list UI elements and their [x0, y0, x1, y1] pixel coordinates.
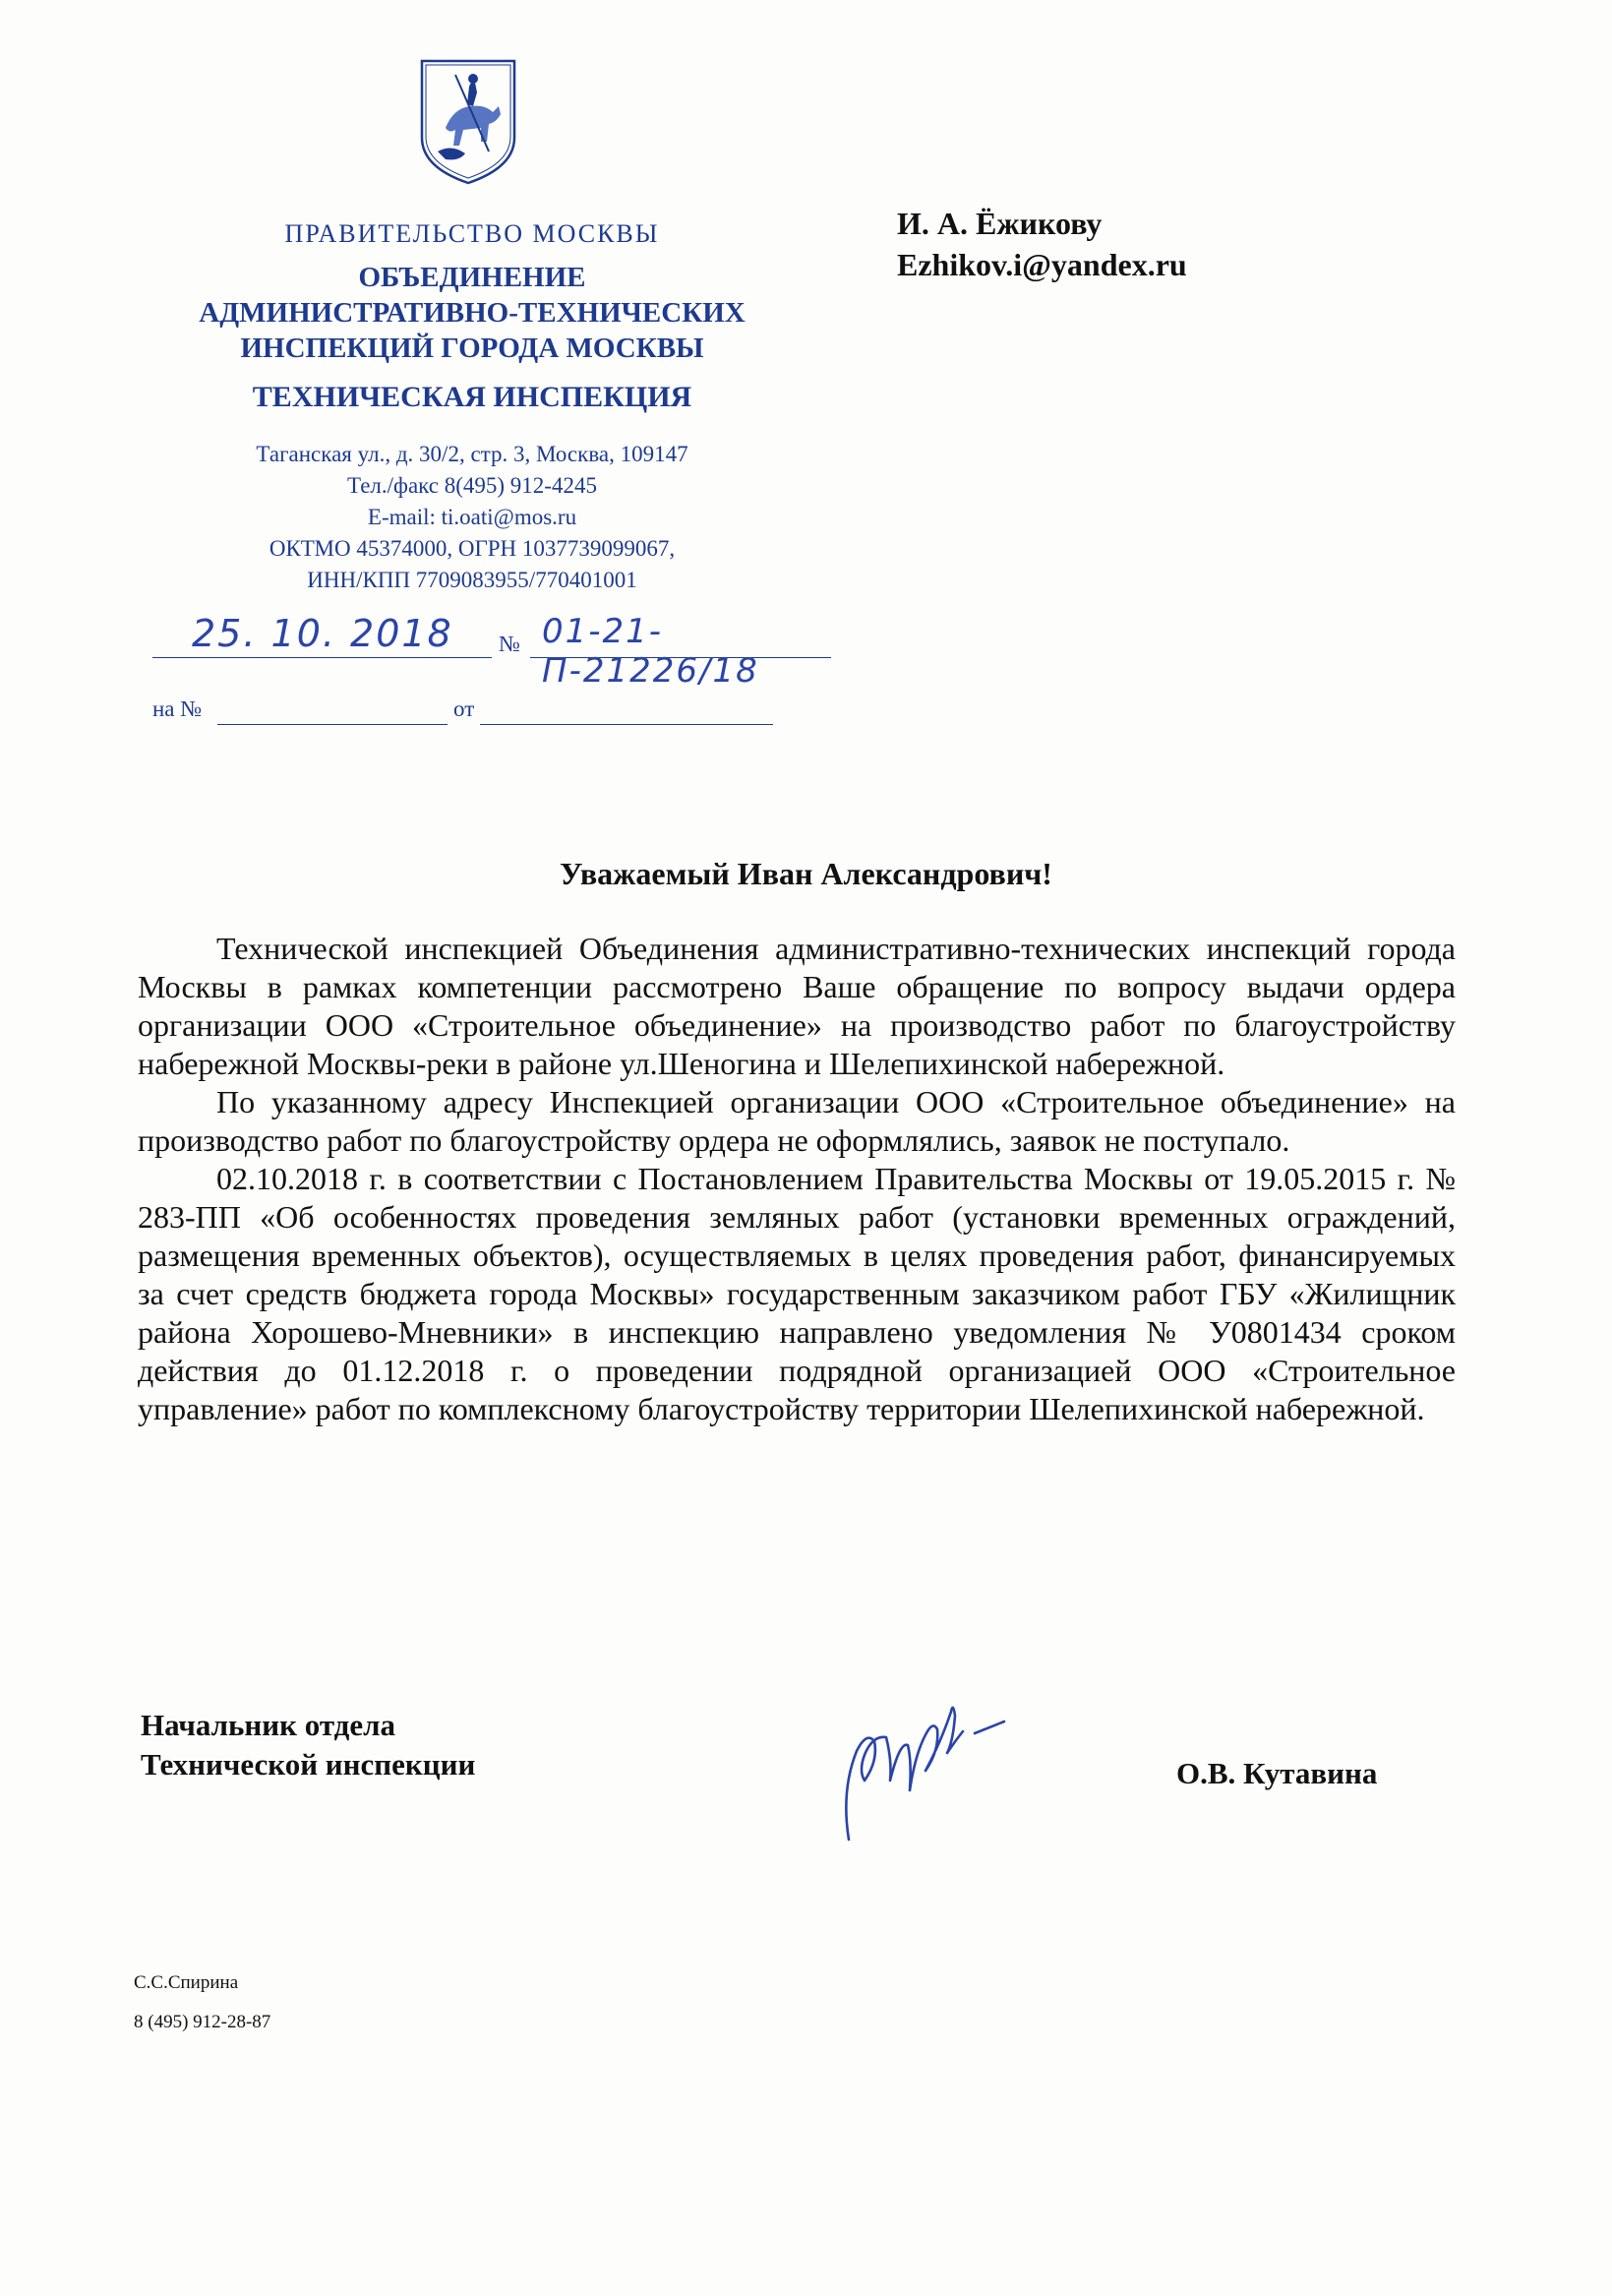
reply-number-underline [217, 724, 448, 725]
letter-body [138, 930, 1456, 1428]
reply-number-label: на № [152, 696, 203, 721]
government-name: ПРАВИТЕЛЬСТВО МОСКВЫ [284, 219, 660, 248]
paragraph: По указанному адресу Инспекцией организации ООО «Строительное объединение» на производство работ по благоустройству ордера не оформлялись, заявок не поступало. [138, 1084, 1456, 1158]
address-line: ИНН/КПП 7709083955/770401001 [307, 568, 637, 592]
address-line: Таганская ул., д. 30/2, стр. 3, Москва, 109147 [256, 442, 688, 466]
sender-block [118, 218, 826, 596]
signatory-title-line: Технической инспекции [141, 1747, 476, 1782]
handwritten-date: 25. 10. 2018 [192, 612, 453, 655]
handwritten-signature [831, 1672, 1028, 1849]
reference-line [152, 696, 841, 732]
org-line: ОБЪЕДИНЕНИЕ [358, 262, 586, 293]
paragraph: 02.10.2018 г. в соответствии с Постановлением Правительства Москвы от 19.05.2015 г. № 283-ПП «Об особенностях проведения земляных работ (установки временных ограждений, размещения временных объектов), осуществляемых в целях проведения работ, финансируемых за счет средств бюджета города Москвы» государственным заказчиком работ ГБУ «Жилищник района Хорошево-Мневники» в инспекцию направлено уведомления № У0801434 сроком действия до 01.12.2018 г. о проведении подрядной организацией ООО «Строительное управление» работ по комплексному благоустройству территории Шелепихинской набережной. [138, 1161, 1456, 1426]
signatory-title-line: Начальник отдела [141, 1708, 395, 1742]
reply-date-underline [480, 724, 773, 725]
recipient-name: И. А. Ёжикову [897, 206, 1103, 241]
department-name: ТЕХНИЧЕСКАЯ ИНСПЕКЦИЯ [252, 381, 692, 413]
salutation: Уважаемый Иван Александрович! [560, 856, 1052, 891]
recipient-email: Ezhikov.i@yandex.ru [897, 247, 1187, 282]
org-line: АДМИНИСТРАТИВНО-ТЕХНИЧЕСКИХ [199, 297, 746, 329]
paragraph: Технической инспекцией Объединения административно-технических инспекций города Москвы в рамках компетенции рассмотрено Ваше обращение по вопросу выдачи ордера организации ООО «Строительное объединение» на производство работ по благоустройству набережной Москвы-реки в районе ул.Шеногина и Шелепихинской набережной. [138, 931, 1456, 1081]
number-label: № [499, 632, 520, 656]
executor-phone: 8 (495) 912-28-87 [134, 2012, 271, 2032]
sender-address [118, 439, 826, 596]
signatory-name: О.В. Кутавина [1176, 1756, 1378, 1790]
executor-name: С.С.Спирина [134, 1972, 239, 1993]
executor-block [134, 1964, 270, 2042]
recipient-block [897, 203, 1187, 285]
organization-name [118, 260, 826, 366]
signatory-title [141, 1706, 475, 1784]
reply-from-label: от [453, 696, 475, 721]
moscow-coat-of-arms-icon [416, 57, 520, 187]
address-line: Тел./факс 8(495) 912-4245 [347, 473, 597, 498]
address-line: E-mail: ti.oati@mos.ru [367, 505, 577, 529]
handwritten-number: 01-21-П-21226/18 [542, 612, 759, 691]
org-line: ИНСПЕКЦИЙ ГОРОДА МОСКВЫ [240, 332, 704, 364]
date-underline [152, 657, 492, 658]
address-line: ОКТМО 45374000, ОГРН 1037739099067, [269, 536, 676, 561]
registration-line [152, 610, 841, 691]
